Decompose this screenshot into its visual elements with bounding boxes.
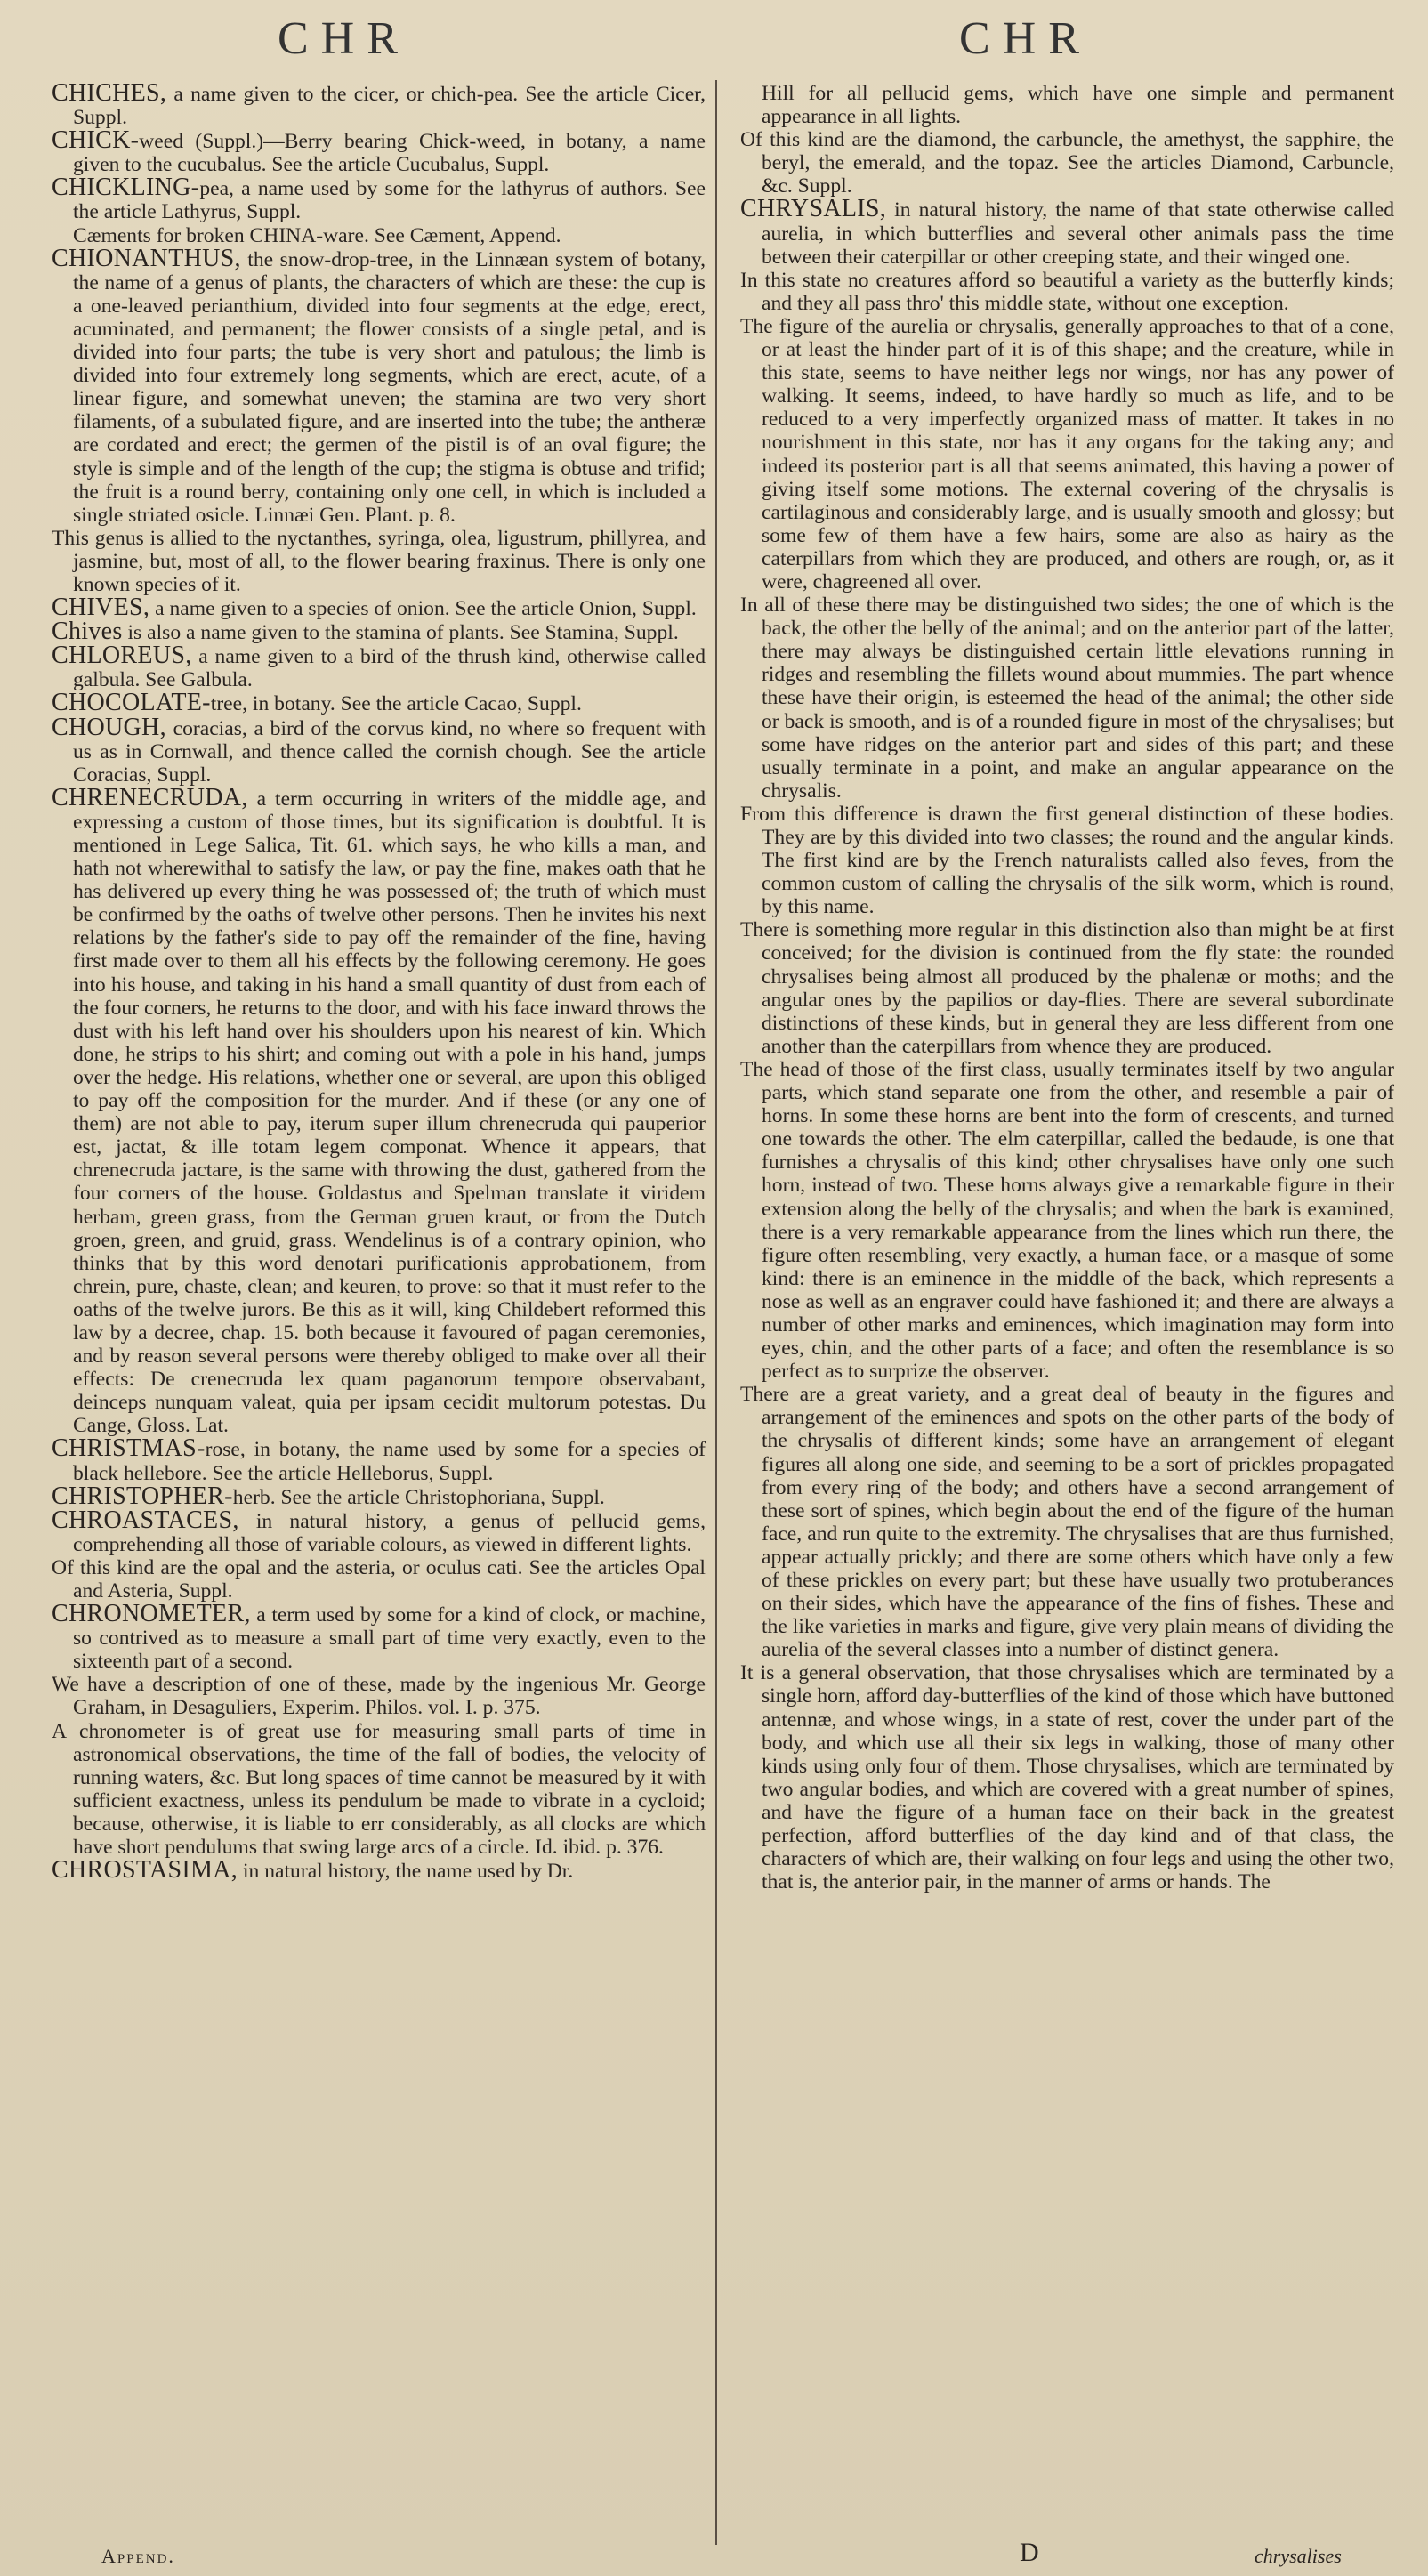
left-column: [52, 82, 706, 2538]
entry-text: the snow-drop-tree, in the Linnæan system of botany, the name of a genus of plants, the characters of which are these: the cup is a one-leaved perianthium, divided into four segments at the edge, erect, acuminated, and permanent; the flower consists of a single petal, and is divided into four parts; the tube is very short and patulous; the limb is divided into four extremely long segments, which are erect, acute, of a linear figure, and somewhat uneven; the stamina are two very short filaments, of a subulated figure, and are inserted into the tube; the antheræ are cordated and erect; the germen of the pistil is of an oval figure; the style is simple and of the length of the cup; the stigma is obtuse and trifid; the fruit is a round berry, containing only one cell, in which is included a single striated osicle. Linnæi Gen. Plant. p. 8.: [73, 247, 706, 527]
entry-text: a term used by some for a kind of clock, or machine, so contrived as to measure a small part of time very exactly, even to the sixteenth part of a second.: [73, 1603, 706, 1674]
paragraph: This genus is allied to the nyctanthes, syringa, olea, ligustrum, phillyrea, and jasmine, but, most of all, to the flower bearing fraxinus. There is only one known species of it.: [52, 526, 706, 596]
paragraph: It is a general observation, that those chrysalises which are terminated by a single horn, afford day-butterflies of the kind of those which have buttoned antennæ, and whose wings, in a state of rest, cover the under part of the body, and which use all their six legs in walking, those of many other kinds using only four of them. Those chrysalises, which are terminated by two angular bodies, and which are covered with a great number of spines, and have the figure of a human face on their back in the greatest perfection, afford butterflies of the day kind and of that class, the characters of which are, their walking on four legs and using the other two, that is, the anterior pair, in the manner of arms or hands. The: [740, 1661, 1394, 1894]
dictionary-entry: [52, 620, 706, 644]
entry-headword: CHICHES,: [52, 82, 167, 107]
entry-text: weed (Suppl.)—Berry bearing Chick-weed, in botany, a name given to the cucubalus. See the article Cucubalus, Suppl.: [73, 130, 706, 177]
dictionary-entry: [52, 1600, 706, 1674]
dictionary-entry: [52, 1482, 706, 1510]
dictionary-entry: [52, 713, 706, 787]
paragraph: Of this kind are the opal and the asteria, or oculus cati. See the articles Opal and Asteria, Suppl.: [52, 1555, 706, 1603]
entry-headword: Chives: [52, 618, 123, 646]
footer-signature: Append.: [101, 2545, 175, 2567]
paragraph: In all of these there may be distinguished two sides; the one of which is the back, the other the belly of the animal; and on the anterior part of the latter, there may always be distinguished certain little elevations running in ridges and resembling the fillets wound about mummies. The part whence these have their origin, is esteemed the head of the animal; the other side or back is smooth, and is of a rounded figure in most of the chrysalises; but some have ridges on the anterior part and sides of this part; and these usually terminate in a point, and make an angular appearance on the chrysalis.: [740, 594, 1394, 803]
entry-text: coracias, a bird of the corvus kind, no where so frequent with us as in Cornwall, and thence called the cornish chough. See the article Coracias, Suppl.: [73, 716, 706, 787]
entry-text: a name given to a bird of the thrush kind, otherwise called galbula. See Galbula.: [73, 645, 706, 692]
dictionary-entry: [52, 244, 706, 527]
paragraph: We have a description of one of these, made by the ingenious Mr. George Graham, in Desaguliers, Experim. Philos. vol. I. p. 375.: [52, 1673, 706, 1720]
entry-text: a name given to the cicer, or chich-pea. See the article Cicer, Suppl.: [73, 83, 706, 130]
entry-text: rose, in botany, the name used by some for a species of black hellebore. See the article Helleborus, Suppl.: [73, 1438, 706, 1485]
dictionary-entry: [52, 1856, 706, 1885]
paragraph: There are a great variety, and a great deal of beauty in the figures and arrangement of the eminences and spots on the other parts of the body of the chrysalis of different kinds; some have an arrangement of elegant figures all along one side, and seeming to be a sort of prickles propagated from every ring of the body; and others have a second arrangement of these sort of spines, which begin about the end of the figure of the human face, and run quite to the extremity. The chrysalises that are thus furnished, appear actually prickly; and there are some others which have only a few of these prickles on every part; but these have usually two protuberances on their sides, which have the appearance of the fins of fishes. These and the like varieties in marks and figure, give very plain means of dividing the aurelia of the several classes into a number of distinct genera.: [740, 1383, 1394, 1662]
paragraph: The head of those of the first class, usually terminates itself by two angular parts, which stand separate one from the other, and resemble a pair of horns. In some these horns are bent into the form of crescents, and turned one towards the other. The elm caterpillar, called the bedaude, is one that furnishes a chrysalis of this kind; other chrysalises have only one such horn, instead of two. These horns always give a remarkable figure in their extension along the belly of the chrysalis; and when the bark is examined, there is a very remarkable appearance from the lines which run there, the figure often resembling, very exactly, a human face, or a masque of some kind: there is an eminence in the middle of the back, which represents a nose as well as an engraver could have fashioned it; and there are always a number of other marks and eminences, which imagination may form into eyes, chin, and the other parts of a face; and often the resemblance is so perfect as to surprize the observer.: [740, 1057, 1394, 1384]
entry-headword: CHIVES,: [52, 594, 150, 622]
dictionary-entry: [52, 644, 706, 691]
paragraph: The figure of the aurelia or chrysalis, generally approaches to that of a cone, or at least the hinder part of it is of this shape; and the creature, while in this state, seems to have neither legs nor wings, nor has any power of walking. It seems, indeed, to have hardly so much as life, and to be reduced to a very imperfectly organized mass of matter. It takes in no nourishment in this state, nor has it any organs for the taking any; and indeed its posterior part is all that seems animated, this having a power of giving itself some motions. The external covering of the chrysalis is cartilaginous and considerably large, and is usually smooth and glossy; but some few of them have a few hairs, some are also as hairy as the caterpillars from which they are produced, and others are rough, or, as it were, chagreened all over.: [740, 314, 1394, 594]
paragraph: From this difference is drawn the first general distinction of these bodies. They are by this divided into two classes; the round and the angular kinds. The first kind are by the French naturalists called also feves, from the common custom of calling the chrysalis of the silk worm, which is round, by this name.: [740, 802, 1394, 919]
footer-catchword: chrysalises: [1255, 2545, 1342, 2567]
entry-headword: CHRYSALIS,: [740, 195, 887, 223]
entry-text: is also a name given to the stamina of plants. See Stamina, Suppl.: [122, 621, 679, 645]
dictionary-entry: [52, 82, 706, 129]
entry-text: herb. See the article Christophoriana, Suppl.: [232, 1485, 605, 1509]
entry-headword: CHRONOMETER,: [52, 1600, 251, 1628]
entry-text: in natural history, the name used by Dr.: [238, 1860, 574, 1884]
running-head-left: CHR: [278, 13, 410, 64]
entry-headword: CHOUGH,: [52, 713, 166, 741]
footer-gathering-mark: D: [1020, 2538, 1039, 2567]
entry-text: Cæments for broken CHINA-ware. See Cæment, Append.: [73, 223, 561, 247]
continued-paragraph: Hill for all pellucid gems, which have one simple and permanent appearance in all lights.: [762, 82, 1394, 129]
entry-headword: CHOCOLATE-: [52, 689, 211, 717]
entry-headword: CHRISTOPHER-: [52, 1482, 233, 1510]
entry-headword: CHIONANTHUS,: [52, 244, 241, 272]
entry-headword: CHRISTMAS-: [52, 1434, 206, 1463]
entry-headword: CHLOREUS,: [52, 642, 192, 670]
dictionary-entry: [52, 783, 706, 1438]
entry-headword: CHROSTASIMA,: [52, 1856, 238, 1885]
dictionary-entry: [52, 1506, 706, 1556]
running-head-right: CHR: [959, 13, 1092, 64]
right-column: [740, 82, 1394, 2538]
entry-text: a term occurring in writers of the middle age, and expressing a custom of those times, but its signification is doubtful. It is mentioned in Lege Salica, Tit. 61. which says, he who kills a man, and hath not wherewithal to satisfy the law, or pay the fine, makes oath that he has delivered up every thing he was possessed of; the truth of which must be confirmed by the oaths of twelve other persons. Then he invites his next relations by the father's side to pay off the remainder of the fine, having first made over to them all his effects by the following ceremony. He goes into his house, and taking in his hand a small quantity of dust from each of the four corners, he returns to the door, and with his face inward throws the dust with his left hand over his shoulders upon his nearest of kin. Which done, he strips to his shirt; and coming out with a pole in his hand, jumps over the hedge. His relations, whether one or several, are upon this obliged to pay off the composition for the murder. And if these (or any one of them) are not able to pay, iterum super illum chrenecruda qui pauperior est, jactat, & ille totam legem componat. Whence it appears, that chrenecruda jactare, is the same with throwing the dust, gathered from the four corners of the house. Goldastus and Spelman translate it viridem herbam, green grass, from the German gruen kraut, or from the Dutch groen, green, and gruid, grass. Wendelinus is of a contrary opinion, who thinks that by this word denotari purificationis approbationem, from chrein, pure, chaste, clean; and keuren, to prove: so that it must refer to the oaths of the twelve jurors. Be this as it will, king Childebert reformed this law by a decree, chap. 15. both because it favoured of pagan ceremonies, and by reason several persons were thereby obliged to make over all their effects: De crenecruda lex quam paganorum tempore observabant, deinceps nunquam valeat, quia per ipsam cecidit multorum potestas. Du Cange, Gloss. Lat.: [73, 787, 706, 1438]
dictionary-entry: [52, 691, 706, 715]
entry-text: in natural history, the name of that state otherwise called aurelia, in which butterflies and several other animals pass the time between their caterpillar or other creeping state, and their winged one.: [762, 198, 1394, 269]
dictionary-entry: [52, 126, 706, 177]
entry-headword: CHICKLING-: [52, 174, 200, 202]
paragraph: Of this kind are the diamond, the carbuncle, the amethyst, the sapphire, the beryl, the emerald, and the topaz. See the articles Diamond, Carbuncle, &c. Suppl.: [740, 128, 1394, 198]
entry-headword: CHRENECRUDA,: [52, 783, 248, 812]
dictionary-entry: [52, 1434, 706, 1485]
entry-text: tree, in botany. See the article Cacao, Suppl.: [210, 692, 582, 716]
column-divider: [715, 80, 717, 2545]
entry-text: in natural history, a genus of pellucid gems, comprehending all those of variable colours, as viewed in different lights.: [73, 1509, 706, 1556]
dictionary-entry: [52, 176, 706, 223]
dictionary-entry: [52, 596, 706, 620]
dictionary-entry: [740, 195, 1394, 269]
entry-text: a name given to a species of onion. See the article Onion, Suppl.: [149, 597, 697, 621]
entry-headword: CHICK-: [52, 126, 140, 155]
entry-headword: CHROASTACES,: [52, 1506, 239, 1534]
entry-text: pea, a name used by some for the lathyrus of authors. See the article Lathyrus, Suppl.: [73, 177, 706, 224]
paragraph: In this state no creatures afford so beautiful a variety as the butterfly kinds; and they all pass thro' this middle state, without one exception.: [740, 268, 1394, 315]
dictionary-entry: [52, 224, 706, 247]
paragraph: There is something more regular in this distinction also than might be at first conceived; for the division is continued from the fly state: the rounded chrysalises being almost all produced by the phalenæ or moths; and the angular ones by the papilios or day-flies. There are several subordinate distinctions of these kinds, but in general they are less different from one another than the caterpillars from whence they are produced.: [740, 918, 1394, 1058]
paragraph: A chronometer is of great use for measuring small parts of time in astronomical observations, the time of the fall of bodies, the velocity of running waters, &c. But long spaces of time cannot be measured by it with sufficient exactness, unless its pendulum be made to vibrate in a cycloid; because, otherwise, it is liable to err considerably, as all clocks are which have short pendulums that swing large arcs of a circle. Id. ibid. p. 376.: [52, 1719, 706, 1860]
